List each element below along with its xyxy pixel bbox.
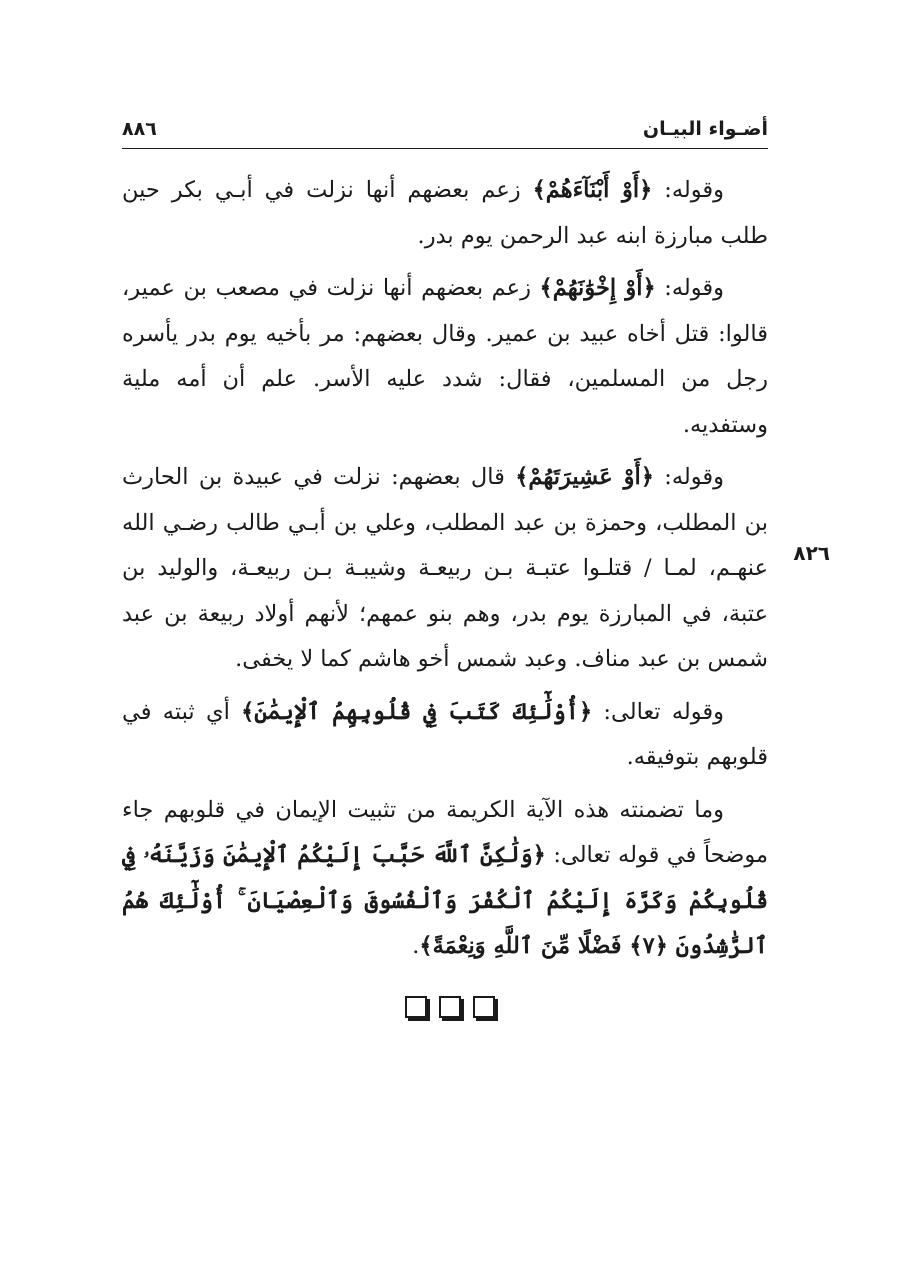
- end-square-icon: [405, 996, 427, 1018]
- end-square-icon: [473, 996, 495, 1018]
- paragraph-text: قال بعضهم: نزلت في عبيدة بن الحارث بن المطلب، وحمزة بن عبد المطلب، وعلي بن أبـي طالب رضـي الله عنهـم، لمـا / قتلـوا عتبـة بـن ربيعـة وشيبـة بـن ربيعـة، والوليد بن عتبة، في المبارزة يوم بدر، وهم بنو عمهم؛ لأنهم أولاد ربيعة بن عبد شمس بن عبد مناف. وعبد شمس أخو هاشم كما لا يخفى.: [122, 464, 768, 672]
- header-divider: [122, 148, 768, 149]
- section-end-marks: [380, 996, 520, 1026]
- paragraph-lead: وقوله:: [653, 464, 724, 490]
- paragraph-lead: وقوله:: [652, 177, 724, 203]
- paragraph-text: .: [412, 933, 420, 959]
- page-number: ٨٨٦: [122, 118, 157, 140]
- paragraph: [122, 788, 768, 970]
- margin-page-reference: ٨٢٦: [793, 541, 830, 565]
- quran-verse: ﴿أَوْ إِخْوَٰنَهُمْ﴾: [539, 275, 656, 301]
- quran-verse: ﴿أَوْ أَبْنَآءَهُمْ﴾: [532, 177, 653, 203]
- paragraph-text: زعم بعضهم أنها نزلت في مصعب بن عمير، قالوا: قتل أخاه عبيد بن عمير. وقال بعضهم: مر بأخيه يوم بدر يأسره رجل من المسلمين، فقال: شدد عليه الأسر. علم أن أمه ملية وستفديه.: [122, 275, 768, 438]
- paragraph: [122, 455, 768, 683]
- paragraph: [122, 690, 768, 781]
- paragraph-lead: وقوله:: [655, 275, 724, 301]
- paragraph-lead: وما تضمنته هذه الآية الكريمة من تثبيت الإيمان في قلوبهم جاء موضحاً في قوله تعالى:: [122, 796, 768, 868]
- quran-verse: ﴿أُوْلَٰٓئِكَ كَتَبَ فِي قُلُوبِهِمُ ٱلْإِيمَٰنَ﴾: [241, 698, 593, 725]
- running-header: [122, 116, 768, 146]
- paragraph-text: أي ثبته في قلوبهم بتوفيقه.: [122, 698, 768, 770]
- quran-verse: ﴿وَلَٰكِنَّ ٱللَّهَ حَبَّبَ إِلَيْكُمُ ٱلْإِيمَٰنَ وَزَيَّنَهُۥ فِي قُلُوبِكُمْ وَكَرَّهَ إِلَيْكُمُ ٱلْكُفْرَ وَٱلْفُسُوقَ وَٱلْعِصْيَانَ ۚ أُوْلَٰٓئِكَ هُمُ ٱلرَّٰشِدُونَ ﴿٧﴾ فَضْلًا مِّنَ ٱللَّهِ وَنِعْمَةً﴾: [122, 842, 768, 959]
- paragraph: [122, 168, 768, 259]
- paragraph-lead: وقوله تعالى:: [592, 698, 724, 725]
- end-square-icon: [439, 996, 461, 1018]
- quran-verse: ﴿أَوْ عَشِيرَتَهُمْ﴾: [515, 464, 654, 490]
- page-body: [122, 168, 768, 977]
- book-title: أضـواء البيـان: [642, 118, 768, 140]
- paragraph: [122, 266, 768, 448]
- paragraph-text: زعم بعضهم أنها نزلت في أبـي بكر حين طلب مبارزة ابنه عبد الرحمن يوم بدر.: [122, 177, 768, 249]
